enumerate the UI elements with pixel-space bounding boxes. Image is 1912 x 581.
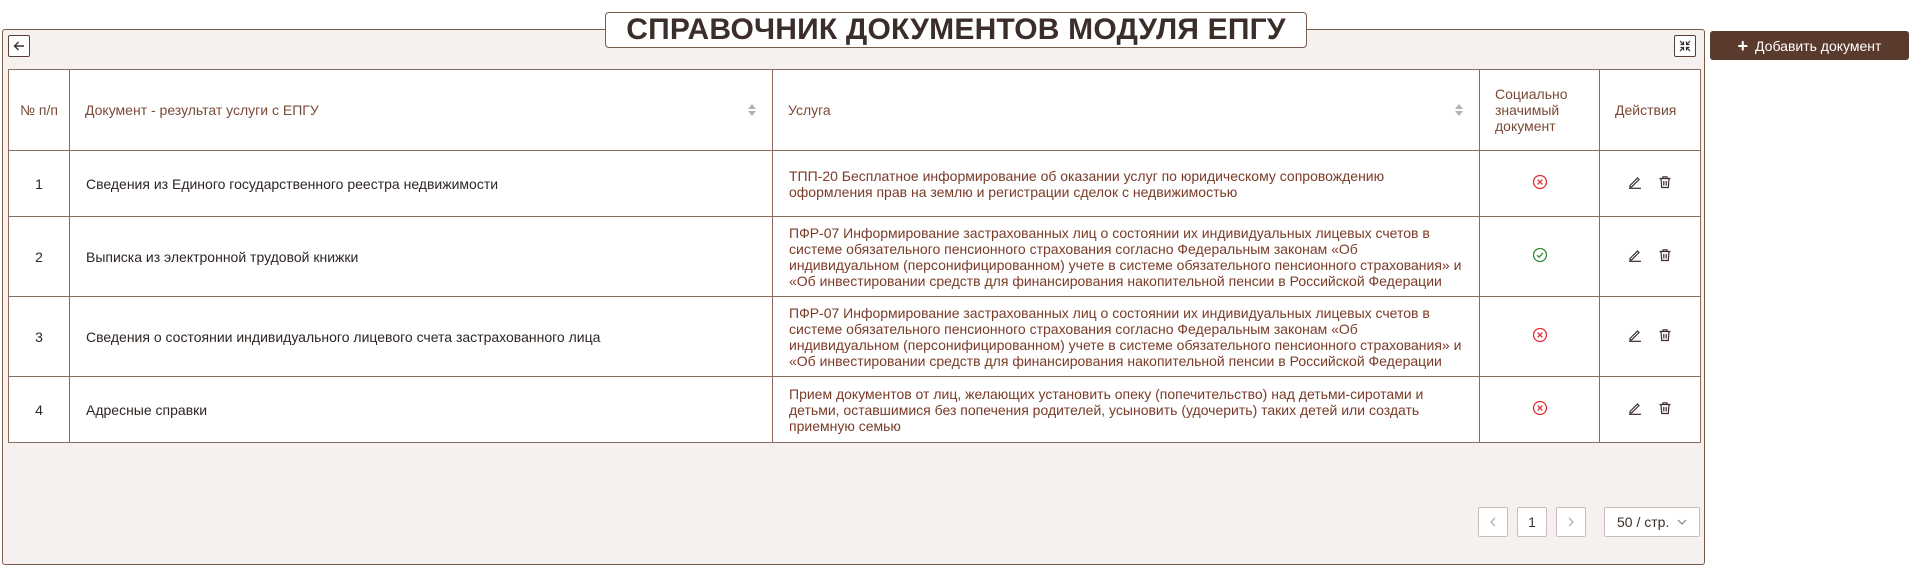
close-circle-icon bbox=[1532, 400, 1548, 416]
edit-button[interactable] bbox=[1628, 401, 1642, 415]
social-status bbox=[1480, 151, 1600, 217]
add-document-button[interactable] bbox=[1710, 31, 1909, 60]
actions-cell bbox=[1600, 297, 1701, 377]
trash-icon bbox=[1658, 328, 1672, 342]
arrow-left-icon bbox=[13, 40, 25, 52]
service-cell: ТПП-20 Бесплатное информирование об оказании услуг по юридическому сопровождению оформления прав на землю и регистрации сделок с недвижимостью bbox=[773, 151, 1480, 217]
close-circle-icon bbox=[1532, 327, 1548, 343]
close-circle-icon bbox=[1532, 174, 1548, 190]
table-row bbox=[9, 151, 1701, 217]
column-header-num: № п/п bbox=[9, 70, 70, 151]
actions-cell bbox=[1600, 217, 1701, 297]
document-cell: Адресные справки bbox=[70, 377, 773, 443]
page-title: СПРАВОЧНИК ДОКУМЕНТОВ МОДУЛЯ ЕПГУ bbox=[605, 12, 1307, 48]
edit-button[interactable] bbox=[1628, 328, 1642, 342]
back-button[interactable] bbox=[8, 35, 30, 57]
delete-button[interactable] bbox=[1658, 328, 1672, 342]
row-number: 2 bbox=[9, 217, 70, 297]
table-header-row bbox=[9, 70, 1701, 151]
social-status bbox=[1480, 297, 1600, 377]
edit-icon bbox=[1628, 248, 1642, 262]
prev-page-button[interactable] bbox=[1478, 507, 1508, 537]
edit-button[interactable] bbox=[1628, 175, 1642, 189]
plus-icon: + bbox=[1737, 35, 1749, 56]
social-status bbox=[1480, 217, 1600, 297]
service-cell: ПФР-07 Информирование застрахованных лиц о состоянии их индивидуальных лицевых счетов в системе обязательного пенсионного страхования согласно Федеральным законам «Об индивидуальном (персонифицированном) учете в системе обязательного пенсионного страхования» и «Об инвестировании средств для финансирования накопительной пенсии в Российской Федерации bbox=[773, 217, 1480, 297]
next-page-button[interactable] bbox=[1556, 507, 1586, 537]
sort-icon[interactable] bbox=[1455, 104, 1463, 116]
actions-cell bbox=[1600, 377, 1701, 443]
documents-table bbox=[8, 69, 1701, 443]
edit-icon bbox=[1628, 401, 1642, 415]
column-header-actions: Действия bbox=[1600, 70, 1701, 151]
sort-icon[interactable] bbox=[748, 104, 756, 116]
social-status bbox=[1480, 377, 1600, 443]
delete-button[interactable] bbox=[1658, 248, 1672, 262]
row-number: 4 bbox=[9, 377, 70, 443]
table-row bbox=[9, 297, 1701, 377]
page-number-button[interactable]: 1 bbox=[1517, 507, 1547, 537]
trash-icon bbox=[1658, 175, 1672, 189]
column-header-service[interactable]: Услуга bbox=[773, 70, 1480, 151]
row-number: 3 bbox=[9, 297, 70, 377]
add-document-label: Добавить документ bbox=[1755, 37, 1882, 54]
page-size-select[interactable]: 50 / стр. bbox=[1604, 507, 1700, 537]
column-header-social: Социально значимый документ bbox=[1480, 70, 1600, 151]
column-header-document[interactable]: Документ - результат услуги с ЕПГУ bbox=[70, 70, 773, 151]
table-row bbox=[9, 217, 1701, 297]
collapse-icon bbox=[1679, 40, 1691, 52]
document-cell: Выписка из электронной трудовой книжки bbox=[70, 217, 773, 297]
table-row bbox=[9, 377, 1701, 443]
check-circle-icon bbox=[1532, 247, 1548, 263]
service-cell: Прием документов от лиц, желающих установить опеку (попечительство) над детьми-сиротами и детьми, оставшимися без попечения родителей, усыновить (удочерить) таких детей или создать приемную семью bbox=[773, 377, 1480, 443]
trash-icon bbox=[1658, 401, 1672, 415]
chevron-left-icon bbox=[1489, 517, 1497, 527]
document-cell: Сведения из Единого государственного реестра недвижимости bbox=[70, 151, 773, 217]
service-cell: ПФР-07 Информирование застрахованных лиц о состоянии их индивидуальных лицевых счетов в системе обязательного пенсионного страхования согласно Федеральным законам «Об индивидуальном (персонифицированном) учете в системе обязательного пенсионного страхования» и «Об инвестировании средств для финансирования накопительной пенсии в Российской Федерации bbox=[773, 297, 1480, 377]
delete-button[interactable] bbox=[1658, 401, 1672, 415]
delete-button[interactable] bbox=[1658, 175, 1672, 189]
row-number: 1 bbox=[9, 151, 70, 217]
edit-button[interactable] bbox=[1628, 248, 1642, 262]
actions-cell bbox=[1600, 151, 1701, 217]
edit-icon bbox=[1628, 175, 1642, 189]
document-cell: Сведения о состоянии индивидуального лицевого счета застрахованного лица bbox=[70, 297, 773, 377]
edit-icon bbox=[1628, 328, 1642, 342]
fullscreen-toggle-button[interactable] bbox=[1674, 35, 1696, 57]
trash-icon bbox=[1658, 248, 1672, 262]
chevron-right-icon bbox=[1567, 517, 1575, 527]
chevron-down-icon bbox=[1677, 518, 1687, 526]
